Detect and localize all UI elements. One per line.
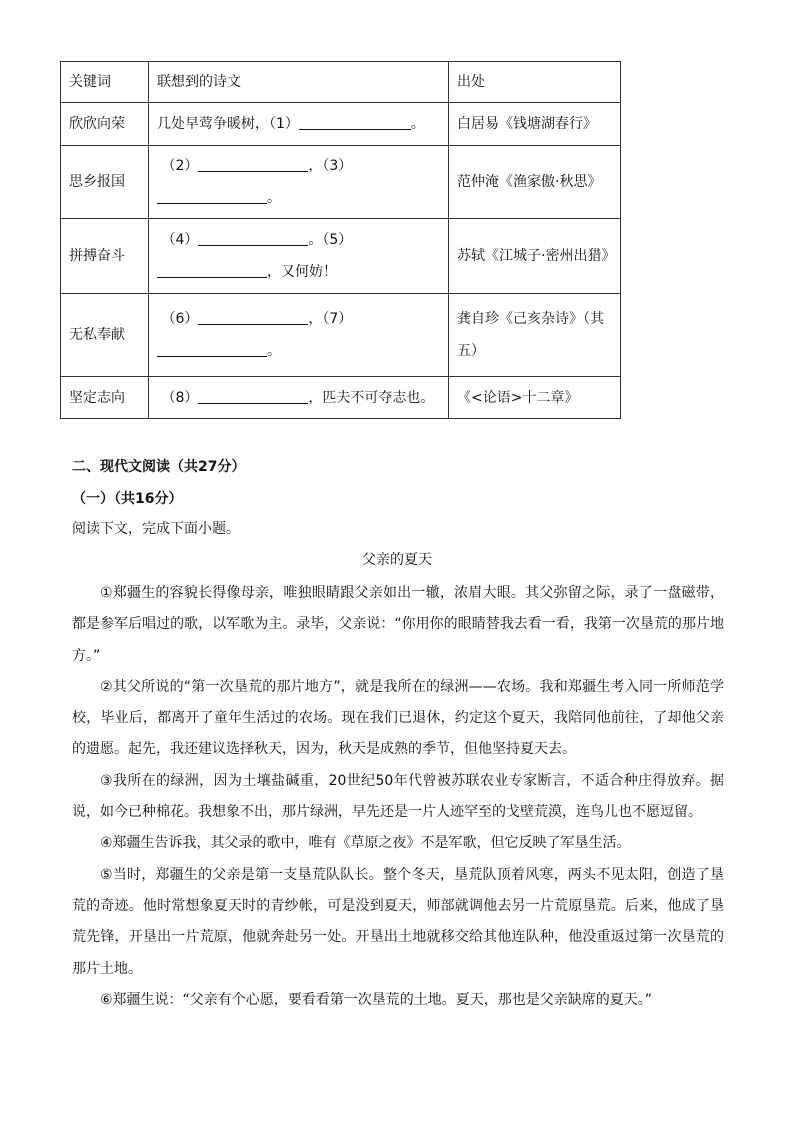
blank-7[interactable] bbox=[157, 342, 267, 357]
blank-5[interactable] bbox=[157, 263, 267, 278]
blank-4[interactable] bbox=[198, 231, 308, 246]
row-keyword: 坚定志向 bbox=[61, 377, 149, 419]
poem-table bbox=[60, 61, 621, 419]
table-row bbox=[61, 146, 621, 219]
poem-text: （8） bbox=[161, 389, 199, 406]
article-title: 父亲的夏天 bbox=[362, 552, 432, 568]
poem-text: 。 bbox=[267, 343, 281, 359]
table-row bbox=[61, 219, 621, 294]
paragraph: ①郑疆生的容貌长得像母亲，唯独眼睛跟父亲如出一辙，浓眉大眼。其父弥留之际，录了一盘磁带，都是参军后唱过的歌，以军歌为主。录毕，父亲说：“你用你的眼睛替我去看一看，我第一次垦荒的那片地方。” bbox=[72, 585, 724, 664]
row-source: 范仲淹《渔家傲·秋思》 bbox=[449, 146, 621, 219]
row-source: 《<论语>十二章》 bbox=[449, 377, 621, 419]
poem-text: （6） bbox=[161, 311, 199, 327]
poem-text: 几处早莺争暖树，（1） bbox=[157, 116, 299, 132]
row-keyword: 欣欣向荣 bbox=[61, 103, 149, 146]
blank-3[interactable] bbox=[157, 189, 267, 204]
row-keyword: 拼搏奋斗 bbox=[61, 219, 149, 294]
blank-6[interactable] bbox=[198, 310, 308, 325]
section-title: 二、现代文阅读（共27分） bbox=[72, 459, 246, 475]
row-poem-cell bbox=[149, 294, 449, 377]
row-source: 苏轼《江城子·密州出猎》 bbox=[449, 219, 621, 294]
row-poem-cell bbox=[149, 146, 449, 219]
row-keyword: 思乡报国 bbox=[61, 146, 149, 219]
header-source: 出处 bbox=[449, 62, 621, 103]
row-poem-cell bbox=[149, 103, 449, 146]
poem-text: （4） bbox=[161, 232, 199, 248]
row-poem-cell bbox=[149, 219, 449, 294]
poem-text: ，（7） bbox=[308, 311, 353, 327]
paragraph: ③我所在的绿洲，因为土壤盐碱重，20世纪50年代曾被苏联农业专家断言，不适合种庄得放弃。据说，如今已种棉花。我想象不出，那片绿洲，早先还是一片人迹罕至的戈壁荒漠，连鸟儿也不愿逗留。 bbox=[72, 772, 724, 821]
table-row bbox=[61, 103, 621, 146]
instruction-text: 阅读下文，完成下面小题。 bbox=[72, 521, 240, 537]
row-source: 白居易《钱塘湖春行》 bbox=[449, 103, 621, 146]
paragraph: ④郑疆生告诉我，其父录的歌中，唯有《草原之夜》不是军歌，但它反映了军垦生活。 bbox=[100, 835, 631, 852]
poem-text: （2） bbox=[161, 158, 199, 174]
header-keyword: 关键词 bbox=[61, 62, 149, 103]
row-keyword: 无私奉献 bbox=[61, 294, 149, 377]
header-poem: 联想到的诗文 bbox=[149, 62, 449, 103]
row-source: 龚自珍《己亥杂诗》（其五） bbox=[449, 294, 621, 377]
paragraph: ②其父所说的“第一次垦荒的那片地方”，就是我所在的绿洲——农场。我和郑疆生考入同一所师范学校，毕业后，都离开了童年生活过的农场。现在我们已退休，约定这个夏天，我陪同他前往，了却他父亲的遗愿。起先，我还建议选择秋天，因为，秋天是成熟的季节，但他坚持夏天去。 bbox=[72, 678, 724, 758]
poem-text: ，又何妨！ bbox=[267, 264, 337, 280]
poem-text: ，（3） bbox=[308, 158, 353, 174]
poem-text: ，匹夫不可夺志也。 bbox=[308, 389, 435, 406]
article-body bbox=[72, 578, 724, 1016]
poem-text: 。（5） bbox=[308, 232, 353, 248]
paragraph: ⑤当时，郑疆生的父亲是第一支垦荒队队长。整个冬天，垦荒队顶着风寒，两头不见太阳，创造了垦荒的奇迹。他时常想象夏天时的青纱帐，可是没到夏天，师部就调他去另一片荒原垦荒。后来，他成了垦荒先锋，开垦出一片荒原，他就奔赴另一处。开垦出土地就移交给其他连队种，他没重返过第一次垦荒的那片土地。 bbox=[72, 866, 724, 977]
blank-1[interactable] bbox=[299, 115, 411, 130]
blank-8[interactable] bbox=[198, 389, 308, 404]
table-header-row bbox=[61, 62, 621, 103]
table-row bbox=[61, 294, 621, 377]
paragraph: ⑥郑疆生说：“父亲有个心愿，要看看第一次垦荒的土地。夏天，那也是父亲缺席的夏天。” bbox=[100, 991, 653, 1008]
poem-text: 。 bbox=[410, 116, 425, 132]
sub-section-title: （一）（共16分） bbox=[72, 491, 183, 507]
poem-text: 。 bbox=[267, 190, 281, 206]
table-row bbox=[61, 377, 621, 419]
row-poem-cell bbox=[149, 377, 449, 419]
blank-2[interactable] bbox=[198, 157, 308, 172]
